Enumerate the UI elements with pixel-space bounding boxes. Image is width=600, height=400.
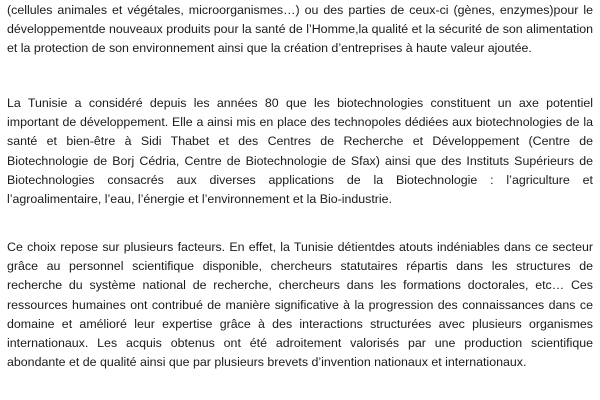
paragraph-biotech-definition: (cellules animales et végétales, microorganismes…) ou des parties de ceux-ci (gènes, enzymes)pour le développementde nouveaux produits pour la santé de l’Homme,la qualité et la sécurité de son alimentation et la protection de son environnement ainsi que la création d’entreprises à haute valeur ajoutée. (7, 3, 593, 56)
paragraph-tunisia-strategy: La Tunisie a considéré depuis les années 80 que les biotechnologies constituent un axe potentiel important de développement. Elle a ainsi mis en place des technopoles dédiées aux biotechnologies de la santé et bien-être à Sidi Thabet et des Centres de Recherche et Développement (Centre de Biotechnologie de Borj Cédria, Centre de Biotechnologie de Sfax) ainsi que des Instituts Supérieurs de Biotechnologies consacrés aux diverses applications de la Biotechnologie : l’agriculture et l’agroalimentaire, l’eau, l’énergie et l’environnement et la Bio-industrie. (7, 96, 593, 207)
paragraph-factors: Ce choix repose sur plusieurs facteurs. En effet, la Tunisie détientdes atouts indéniables dans ce secteur grâce au personnel scientifique disponible, chercheurs statutaires répartis dans les structures de recherche du système national de recherche, chercheurs dans les formations doctorales, etc… Ces ressources humaines ont contribué de manière significative à la progression des connaissances dans ce domaine et amélioré leur expertise grâce à des interactions structurées avec plusieurs organismes internationaux. Les acquis obtenus ont été adroitement valorisés par une production scientifique abondante et de qualité ainsi que par plusieurs brevets d’invention nationaux et internationaux. (7, 240, 593, 370)
